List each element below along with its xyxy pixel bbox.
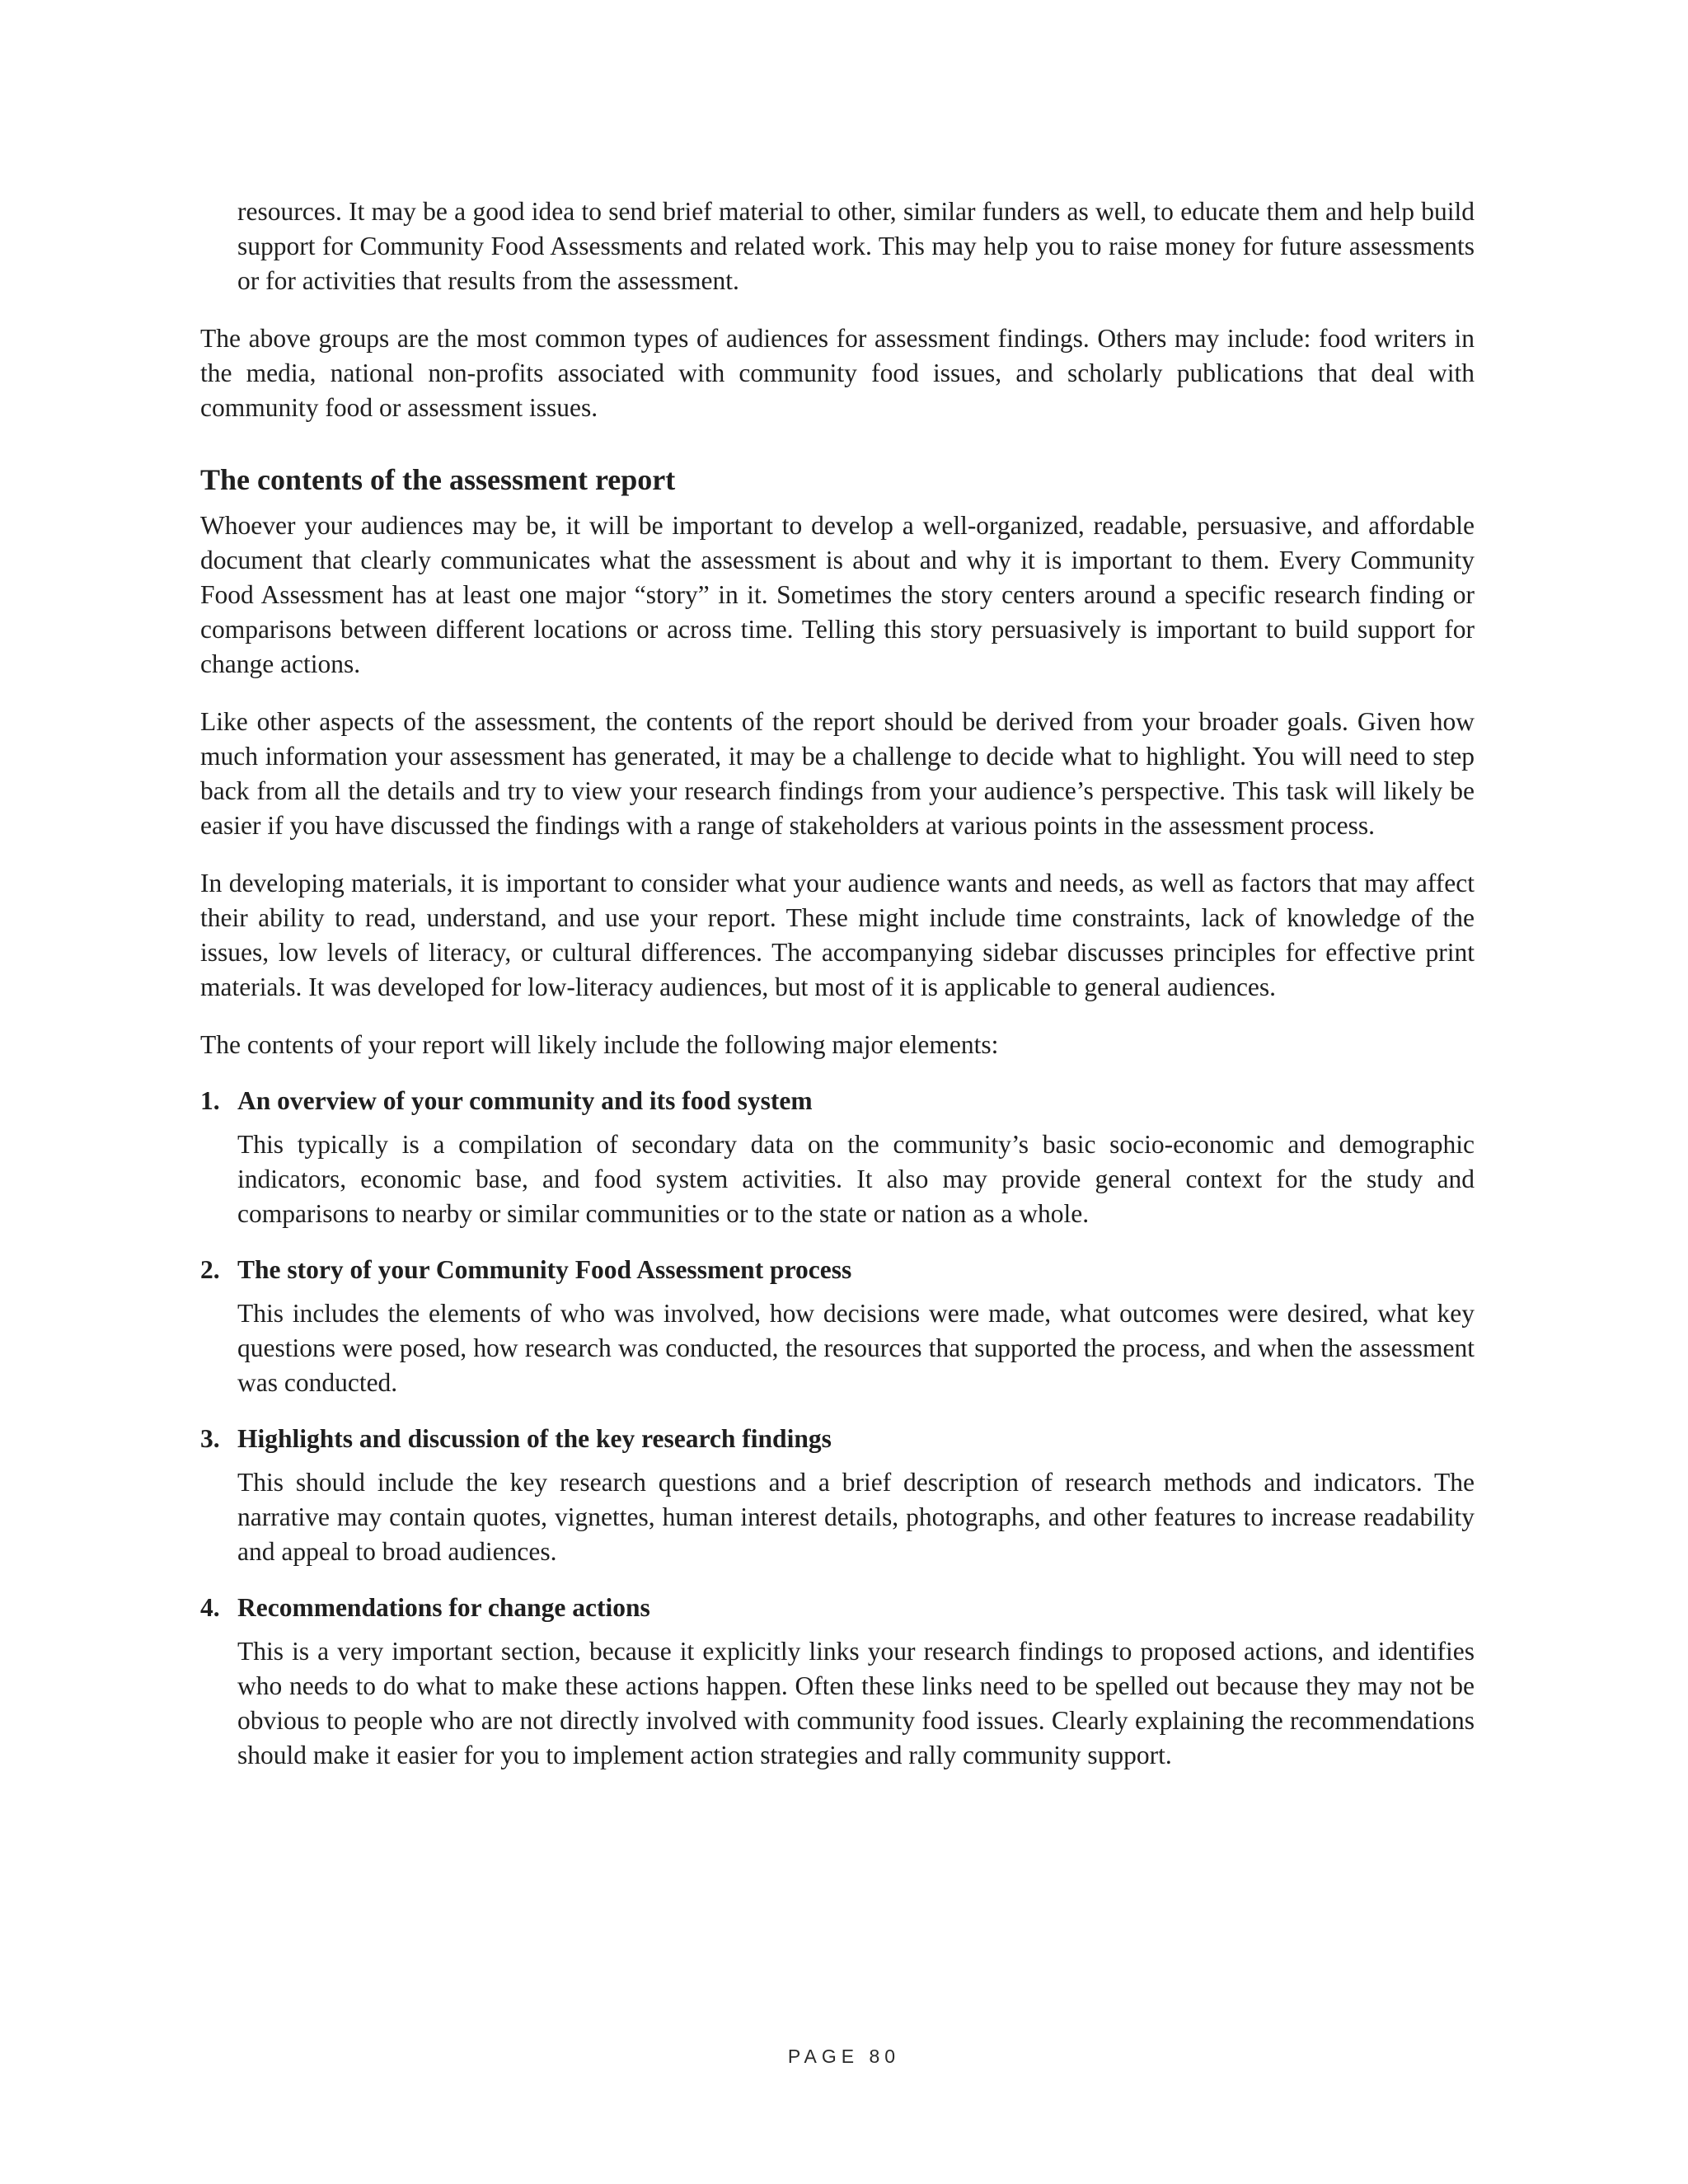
- list-item-heading: [200, 1253, 1475, 1287]
- list-item-4: [200, 1591, 1475, 1773]
- list-item-heading: [200, 1591, 1475, 1625]
- list-item-number: 2.: [200, 1255, 220, 1284]
- list-item-title: An overview of your community and its food system: [237, 1086, 813, 1115]
- list-item-body: This is a very important section, because it explicitly links your research findings to proposed actions, and identifies who needs to do what to make these actions happen. Often these links need to be spelled out because they may not be obvious to people who are not directly involved with community food issues. Clearly explaining the recommendations should make it easier for you to implement action strategies and rally community support.: [237, 1637, 1475, 1769]
- list-item-heading: [200, 1084, 1475, 1118]
- list-item-title: Recommendations for change actions: [237, 1593, 650, 1622]
- list-item-title: The story of your Community Food Assessment process: [237, 1255, 852, 1284]
- body-paragraph-2: Like other aspects of the assessment, the contents of the report should be derived from your broader goals. Given how much information your assessment has generated, it may be a challenge to decide what to highlight. You will need to step back from all the details and try to view your research findings from your audience’s perspective. This task will likely be easier if you have discussed the findings with a range of stakeholders at various points in the assessment process.: [200, 707, 1475, 840]
- section-heading: The contents of the assessment report: [200, 463, 676, 496]
- list-item-body: This typically is a compilation of secondary data on the community’s basic socio-economic and demographic indicators, economic base, and food system activities. It also may provide general context for the study and comparisons to nearby or similar communities or to the state or nation as a whole.: [237, 1130, 1475, 1228]
- list-item-1: [200, 1084, 1475, 1231]
- list-item-number: 4.: [200, 1593, 220, 1622]
- list-item-2: [200, 1253, 1475, 1400]
- list-intro-paragraph: The contents of your report will likely include the following major elements:: [200, 1030, 999, 1059]
- list-item-title: Highlights and discussion of the key research findings: [237, 1424, 832, 1453]
- document-page: [200, 194, 1475, 1773]
- list-item-number: 3.: [200, 1424, 220, 1453]
- list-item-number: 1.: [200, 1086, 220, 1115]
- list-item-3: [200, 1422, 1475, 1569]
- audiences-paragraph: The above groups are the most common types of audiences for assessment findings. Others may include: food writers in the media, national non-profits associated with community food issues, and scholarly publications that deal with community food or assessment issues.: [200, 324, 1475, 422]
- page-number: PAGE 80: [787, 2046, 901, 2067]
- list-item-body: This includes the elements of who was involved, how decisions were made, what outcomes were desired, what key questions were posed, how research was conducted, the resources that supported the process, and when the assessment was conducted.: [237, 1299, 1475, 1397]
- continued-paragraph: resources. It may be a good idea to send brief material to other, similar funders as well, to educate them and help build support for Community Food Assessments and related work. This may help you to raise money for future assessments or for activities that results from the assessment.: [237, 197, 1475, 295]
- list-item-body: This should include the key research questions and a brief description of research methods and indicators. The narrative may contain quotes, vignettes, human interest details, photographs, and other features to increase readability and appeal to broad audiences.: [237, 1468, 1475, 1566]
- body-paragraph-3: In developing materials, it is important to consider what your audience wants and needs, as well as factors that may affect their ability to read, understand, and use your report. These might include time constraints, lack of knowledge of the issues, low levels of literacy, or cultural differences. The accompanying sidebar discusses principles for effective print materials. It was developed for low-literacy audiences, but most of it is applicable to general audiences.: [200, 869, 1475, 1001]
- list-item-heading: [200, 1422, 1475, 1456]
- body-paragraph-1: Whoever your audiences may be, it will be important to develop a well-organized, readable, persuasive, and affordable document that clearly communicates what the assessment is about and why it is important to them. Every Community Food Assessment has at least one major “story” in it. Sometimes the story centers around a specific research finding or comparisons between different locations or across time. Telling this story persuasively is important to build support for change actions.: [200, 511, 1475, 678]
